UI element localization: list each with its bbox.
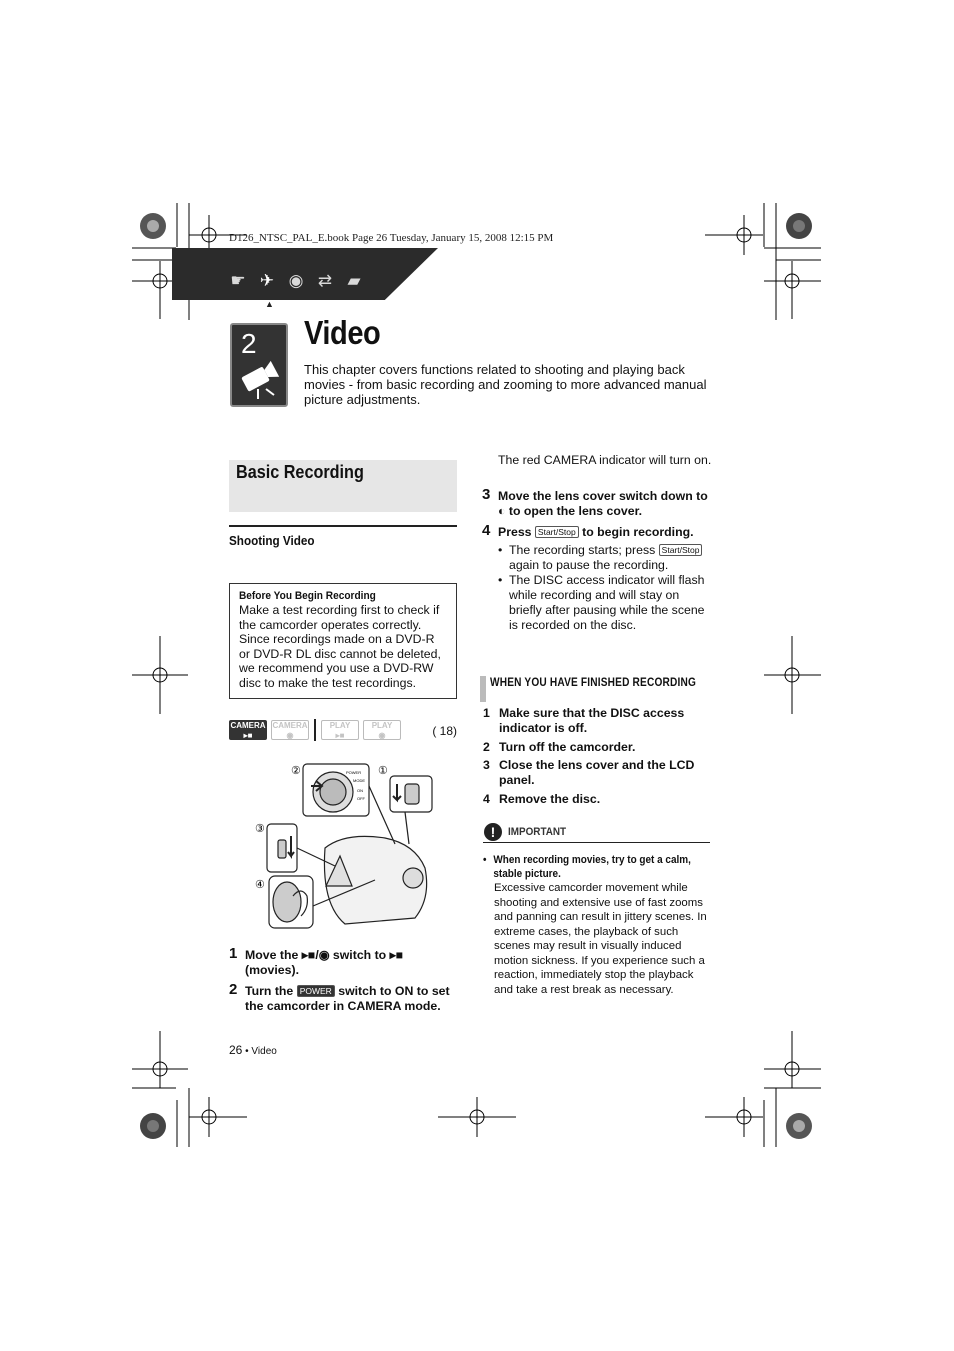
mode-play-photo: PLAY ◉ <box>363 720 401 740</box>
red-indicator-note: The red CAMERA indicator will turn on. <box>498 453 712 467</box>
footer-section: Video <box>251 1046 277 1057</box>
chapter-title: Video <box>304 314 381 351</box>
movie-icon: ▸■ <box>389 948 404 962</box>
section-title: Basic Recording <box>236 462 364 482</box>
important-label: IMPORTANT <box>508 826 567 838</box>
photo-icon: ◉ <box>318 948 330 962</box>
mode-play-movie: PLAY ▸■ <box>321 720 359 740</box>
important-heading: • When recording movies, try to get a calm, stable picture. <box>483 853 719 881</box>
callout-3: ③ <box>255 823 265 835</box>
subsection-title: WHEN YOU HAVE FINISHED RECORDING <box>490 677 696 689</box>
chapter-badge <box>230 323 288 407</box>
camcorder-illustration <box>245 756 460 936</box>
bullet-item: • The DISC access indicator will flash while recording and will stay on briefly after pausing while the scene is recorded on the disc. <box>498 573 714 633</box>
video-camera-icon <box>238 359 282 401</box>
note-body: Make a test recording first to check if the camcorder operates correctly. Since recordings made on a DVD-R or DVD-R DL disc cannot be deleted, we recommend you use a DVD-RW disc to make the test recordings. <box>239 603 441 690</box>
lens-open-icon: ◐ <box>498 504 506 518</box>
before-you-begin-box <box>229 583 457 699</box>
step-number: 1 <box>483 706 490 720</box>
photo-camera-icon[interactable]: ◉ <box>288 271 304 290</box>
step-text: (movies). <box>245 963 299 977</box>
exclamation-icon: ! <box>484 823 502 841</box>
step-2 <box>229 981 463 1014</box>
book-icon[interactable]: ▰ <box>347 271 361 290</box>
step-number: 3 <box>482 486 491 503</box>
step-text: to open the lens cover. <box>505 504 643 518</box>
dial-label-off: OFF <box>357 796 365 801</box>
chapter-nav-icons <box>228 272 364 290</box>
step-1 <box>229 945 460 978</box>
step-4 <box>482 522 714 540</box>
step-text: Remove the disc. <box>499 792 601 806</box>
page-number: 26 <box>229 1043 243 1057</box>
section-header <box>229 460 457 512</box>
operating-modes <box>229 718 459 742</box>
step-text: Press <box>498 525 535 539</box>
step-3 <box>482 486 714 519</box>
bullet-text: The recording starts; press <box>509 543 659 557</box>
callout-2: ② <box>291 765 301 777</box>
step-number: 2 <box>229 981 238 998</box>
finished-step-3 <box>483 758 713 788</box>
finished-step-1 <box>483 706 713 736</box>
dial-label-on: ON <box>357 788 363 793</box>
step-text: / <box>315 948 319 962</box>
dial-label-mode: MODE <box>353 778 365 783</box>
mode-camera-movie: CAMERA ▸■ <box>230 721 266 740</box>
step-text: switch to ON to set the camcorder in CAMERA mode. <box>245 984 450 1013</box>
step-text: Turn off the camcorder. <box>499 740 636 754</box>
step-text: switch to <box>329 948 390 962</box>
step-number: 3 <box>483 758 490 772</box>
movie-icon: ▸■ <box>301 948 316 962</box>
chapter-intro: This chapter covers functions related to shooting and playing back movies - from basic recording and zooming to more advanced manual picture adjustments. <box>304 362 707 407</box>
footer-separator: • <box>242 1046 252 1057</box>
mode-camera-photo: CAMERA ◉ <box>272 721 308 740</box>
book-info-line: D126_NTSC_PAL_E.book Page 26 Tuesday, January 15, 2008 12:15 PM <box>229 232 554 244</box>
step-number: 4 <box>482 522 491 539</box>
step-text: Move the <box>245 948 302 962</box>
dial-label-power: POWER <box>346 770 362 775</box>
step-text: Move the lens cover switch down to <box>498 489 708 503</box>
subsection-marker <box>480 676 486 702</box>
important-body: Excessive camcorder movement while shooting and extensive use of fast zooms and panning can result in jittery scenes. In extreme cases, the playback of such scenes may result in visually induced motion sickness. If you experience such a reaction, immediately stop the playback and take a rest break as necessary. <box>494 882 707 996</box>
chapter-number: 2 <box>241 328 257 359</box>
important-rule <box>483 842 710 843</box>
start-stop-key: Start/Stop <box>659 544 703 556</box>
subheading-rule <box>229 525 457 527</box>
callout-4: ④ <box>255 879 265 891</box>
note-title: Before You Begin Recording <box>239 590 376 602</box>
start-stop-key: Start/Stop <box>535 526 579 538</box>
step-text: Turn the <box>245 984 297 998</box>
step-text: to begin recording. <box>578 525 694 539</box>
hand-pointing-icon[interactable]: ☛ <box>230 271 246 290</box>
step-number: 2 <box>483 740 490 754</box>
step-number: 1 <box>229 945 238 962</box>
finished-step-2 <box>483 740 713 755</box>
page-reference: ( 18) <box>432 724 457 738</box>
step-text: Make sure that the DISC access indicator is off. <box>499 706 685 735</box>
step-4-bullets <box>498 543 714 633</box>
callout-1: ① <box>378 765 388 777</box>
bullet-text: again to pause the recording. <box>509 558 669 572</box>
mode-divider <box>314 719 316 741</box>
important-content <box>483 853 713 997</box>
step-number: 4 <box>483 792 490 806</box>
subheading: Shooting Video <box>229 533 315 548</box>
page-footer <box>229 1043 277 1057</box>
step-text: Close the lens cover and the LCD panel. <box>499 758 695 787</box>
bullet-item <box>498 543 714 573</box>
active-chapter-marker: ▲ <box>265 299 274 309</box>
power-key: POWER <box>297 985 335 997</box>
finished-step-4 <box>483 792 713 807</box>
video-camera-icon[interactable]: ✈ <box>259 271 275 290</box>
transfer-arrows-icon[interactable]: ⇄ <box>317 271 333 290</box>
